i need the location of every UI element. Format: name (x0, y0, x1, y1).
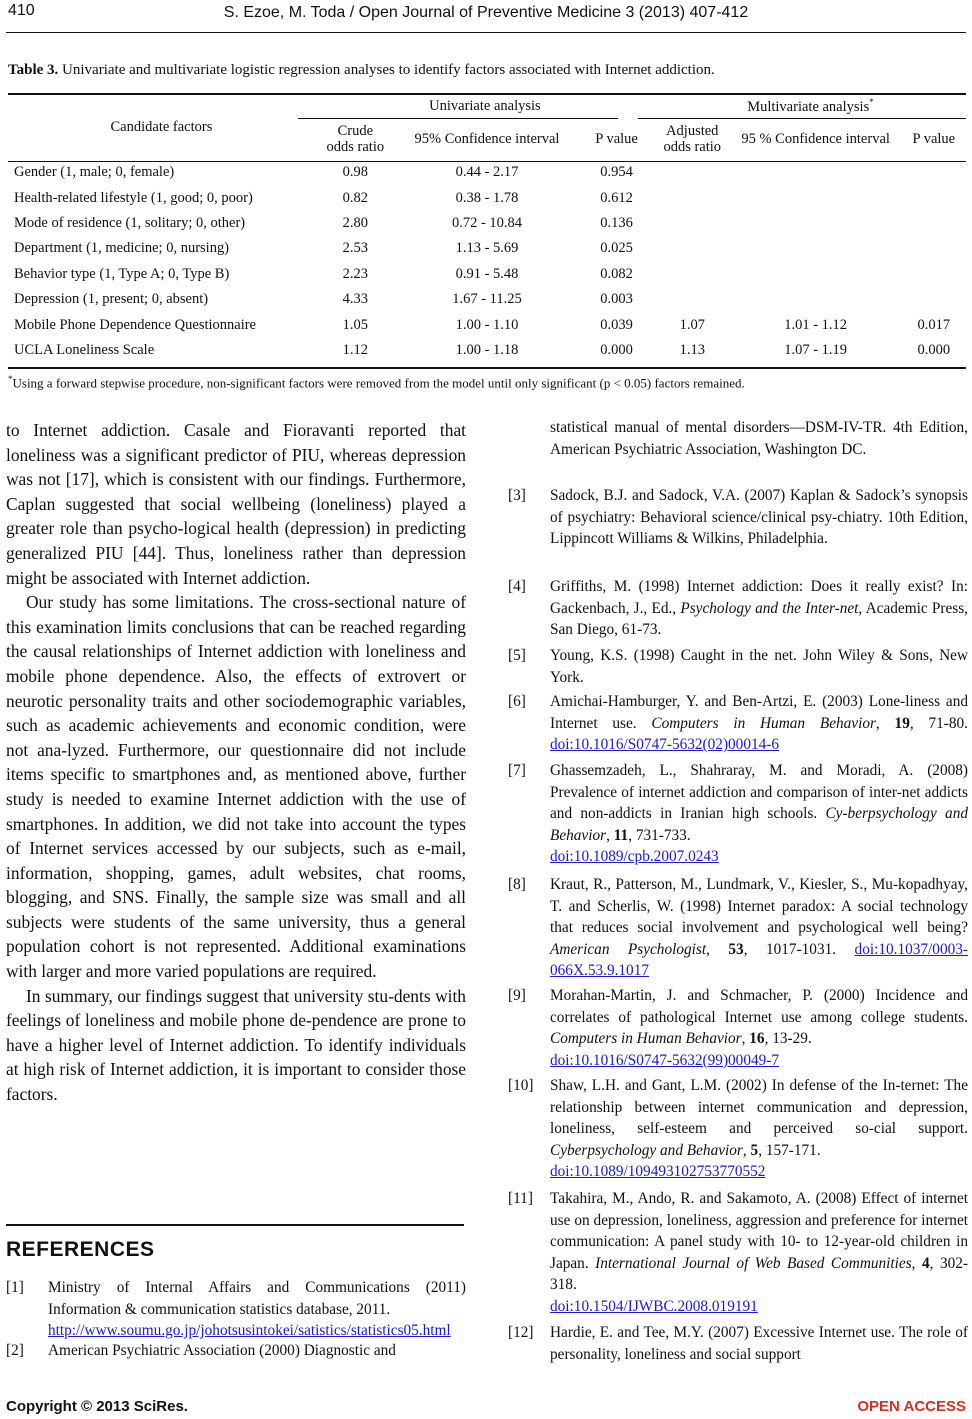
cell-ci-uni: 1.67 - 11.25 (452, 291, 522, 308)
reference-text: Ministry of Internal Affairs and Communications (2011) Information & communication statistics database, 2011. (48, 1279, 466, 1318)
cell-crude-or: 1.05 (342, 316, 368, 333)
reference-number: [2] (6, 1342, 24, 1359)
table-footnote-text: Using a forward stepwise procedure, non-significant factors were removed from the model until only significant (p < 0.05) factors remained. (12, 375, 745, 391)
reference-text: Griffiths, M. (1998) Internet addiction: Does it really exist? In: Gackenbach, J., Ed., (550, 578, 968, 617)
reference-text: Hardie, E. and Tee, M.Y. (2007) Excessive Internet use. The role of personality, loneliness and social support (550, 1324, 968, 1363)
cell-ci-multi (730, 185, 902, 210)
table-caption (8, 62, 715, 79)
running-header: S. Ezoe, M. Toda / Open Journal of Preventive Medicine 3 (2013) 407-412 (223, 4, 749, 21)
cell-crude-or: 0.98 (342, 164, 368, 181)
reference-text: , (875, 714, 895, 732)
cell-ci-multi: 1.01 - 1.12 (784, 316, 848, 333)
reference-number: [5] (508, 647, 526, 664)
cell-p-uni: 0.025 (600, 240, 633, 257)
cell-adj-or (655, 287, 730, 312)
reference-volume: 4 (921, 1254, 930, 1272)
reference-volume: 16 (749, 1030, 765, 1047)
col-header-adj-or (655, 118, 730, 160)
cell-p-multi (902, 236, 966, 261)
reference-source: Computers in Human Behavior (550, 1030, 742, 1047)
reference-volume: 53 (728, 940, 744, 958)
references-heading: REFERENCES (6, 1238, 155, 1261)
cell-p-uni: 0.136 (600, 214, 633, 231)
col-header-crude-or (315, 118, 396, 160)
reference-text: , (706, 940, 729, 958)
cell-adj-or (655, 236, 730, 261)
reference-text: , 71-80. (909, 714, 968, 732)
table-row (8, 160, 966, 185)
reference-link[interactable]: http://www.soumu.go.jp/johotsusintokei/satistics/statistics05.html (48, 1322, 451, 1339)
reference-source: Computers in Human Behavior (651, 714, 876, 732)
regression-table (8, 94, 966, 363)
reference-body (550, 691, 968, 756)
reference-text: Young, K.S. (1998) Caught in the net. John Wiley & Sons, New York. (550, 647, 968, 686)
cell-adj-or (655, 211, 730, 236)
col-header-crude-line2: odds ratio (326, 139, 385, 155)
reference-volume: 19 (894, 714, 910, 732)
table-label: Table 3. (8, 62, 59, 78)
cell-p-uni: 0.612 (600, 189, 633, 206)
reference-text: , Academic Press, San Diego, 61-73. (550, 599, 968, 638)
reference-text: , 731-733. (628, 826, 691, 844)
reference-body (550, 485, 968, 550)
cell-adj-or: 1.07 (679, 316, 705, 333)
reference-number: [1] (6, 1279, 24, 1296)
reference-number: [4] (508, 578, 526, 595)
reference-body (550, 576, 968, 641)
cell-p-multi (902, 211, 966, 236)
reference-volume: 5 (750, 1141, 759, 1159)
reference-number: [7] (508, 762, 526, 779)
body-paragraph: In summary, our findings suggest that university stu-dents with feelings of loneliness and mobile phone de-pendence are prone to have a higher level of Internet addiction. To identify individuals at high risk of Internet addiction, it is important to consider those factors. (6, 985, 466, 1105)
cell-p-multi: 0.017 (917, 316, 951, 333)
reference-text: Sadock, B.J. and Sadock, V.A. (2007) Kaplan & Sadock’s synopsis of psychiatry: Behavioral science/clinical psy-chiatry. 10th Edition, Lippincott Williams & Wilkins, Philadelphia. (550, 487, 968, 547)
col-header-crude-line1: Crude (337, 123, 374, 139)
col-header-ci-uni: 95% Confidence interval (414, 131, 560, 147)
reference-source: Psychology and the Inter-net (680, 599, 859, 617)
cell-p-uni: 0.082 (600, 265, 633, 282)
cell-ci-uni: 0.72 - 10.84 (451, 214, 523, 231)
reference-source: Cy-berpsychology and Behavior (550, 805, 969, 844)
group-header-multivariate-text: Multivariate analysis (747, 98, 870, 115)
reference-body (550, 760, 968, 868)
reference-body (550, 417, 968, 460)
cell-factor: Behavior type (1, Type A; 0, Type B) (14, 265, 230, 282)
table-row (8, 236, 966, 261)
cell-ci-multi (730, 160, 902, 185)
cell-p-uni: 0.000 (600, 341, 633, 358)
reference-number: [6] (508, 693, 526, 710)
reference-body (550, 1188, 968, 1317)
reference-doi-link[interactable]: doi:10.1037/0003-066X.53.9.1017 (550, 940, 968, 979)
reference-text: , 302-318. (550, 1254, 968, 1293)
reference-text: , 1017-1031. (743, 940, 855, 958)
reference-doi-link[interactable]: doi:10.1016/S0747-5632(99)00049-7 (550, 1051, 780, 1069)
col-header-adj-line2: odds ratio (663, 139, 722, 155)
cell-p-uni: 0.954 (600, 164, 633, 181)
cell-factor: Gender (1, male; 0, female) (14, 164, 175, 181)
cell-p-multi (902, 262, 966, 287)
reference-number: [8] (508, 876, 526, 893)
cell-p-uni: 0.039 (600, 316, 633, 333)
reference-number: [10] (508, 1077, 534, 1094)
cell-crude-or: 4.33 (342, 291, 368, 308)
col-header-p-multi: P value (912, 131, 956, 147)
table-row (8, 287, 966, 312)
cell-ci-multi (730, 211, 902, 236)
cell-p-uni: 0.003 (600, 291, 633, 308)
group-header-multivariate (655, 94, 966, 118)
reference-body (48, 1277, 466, 1342)
reference-text: Takahira, M., Ando, R. and Sakamoto, A. (2008) Effect of internet use on depression, loneliness, aggression and preference for internet communication: A panel study with 10- to 12-year-old children in Japan. (550, 1190, 968, 1272)
reference-body (550, 1075, 968, 1183)
reference-doi-link[interactable]: doi:10.1504/IJWBC.2008.019191 (550, 1297, 758, 1315)
cell-factor: Health-related lifestyle (1, good; 0, poor) (14, 189, 253, 206)
reference-body (550, 645, 968, 688)
cell-crude-or: 2.53 (342, 240, 368, 257)
table-footnote (8, 374, 745, 391)
reference-source: International Journal of Web Based Communities (595, 1254, 912, 1272)
cell-factor: Depression (1, present; 0, absent) (14, 291, 209, 308)
reference-body (550, 1322, 968, 1365)
references-rule (6, 1224, 464, 1226)
cell-ci-uni: 1.00 - 1.10 (455, 316, 519, 333)
cell-factor: Department (1, medicine; 0, nursing) (14, 240, 230, 257)
reference-text: , (911, 1254, 922, 1272)
reference-number: [12] (508, 1324, 534, 1341)
cell-p-multi: 0.000 (917, 341, 951, 358)
cell-ci-multi (730, 262, 902, 287)
cell-ci-multi (730, 236, 902, 261)
body-paragraph: Our study has some limitations. The cross-sectional nature of this examination limits conclusions that can be reached regarding the causal relationships of Internet addiction with loneliness and mobile phone dependence. Also, the effects of extrovert or neurotic personality traits and other sociodemographic variables, such as academic achievements and economic condition, were not ana-lyzed. Furthermore, our questionnaire did not include items specific to smartphones and, as mentioned above, further study is needed to examine Internet addiction with the use of smartphones. In addition, we did not take into account the types of Internet services accessed by our subjects, such as e-mail, information, shopping, games, adult websites, chat rooms, blogging, and SNS. Finally, the sample size was small and all subjects were students of the same university, thus a general population cohort is not represented. Additional examinations with larger and more varied populations are required. (6, 592, 466, 982)
col-header-adj-line1: Adjusted (666, 123, 719, 139)
reference-text: Amichai-Hamburger, Y. and Ben-Artzi, E. (2003) Lone-liness and Internet use. (550, 693, 968, 732)
reference-text: , (742, 1141, 751, 1159)
cell-ci-uni: 1.00 - 1.18 (455, 341, 519, 358)
reference-text: , 157-171. (758, 1141, 821, 1159)
reference-source: American Psychologist (550, 940, 707, 958)
reference-body (48, 1340, 466, 1362)
reference-body (550, 985, 968, 1071)
reference-source: Cyberpsychology and Behavior (550, 1141, 743, 1159)
reference-body (550, 874, 968, 982)
cell-crude-or: 1.12 (342, 341, 368, 358)
col-header-p-uni: P value (595, 131, 638, 147)
table-caption-text: Univariate and multivariate logistic regression analyses to identify factors associated with Internet addiction. (62, 62, 715, 78)
footer-open-access: OPEN ACCESS (857, 1398, 966, 1415)
header-rule (6, 32, 966, 33)
reference-text: , (741, 1030, 750, 1047)
footnote-marker: * (869, 96, 874, 107)
reference-text: Kraut, R., Patterson, M., Lundmark, V., Kiesler, S., Mu-kopadhyay, T. and Scherlis, W. (1998) Internet paradox: A social technology that reduces social involvement and psychological well being? (550, 876, 968, 936)
cell-adj-or (655, 160, 730, 185)
table-row (8, 185, 966, 210)
cell-ci-uni: 0.38 - 1.78 (455, 189, 519, 206)
reference-doi-link[interactable]: doi:10.1089/109493102753770552 (550, 1163, 766, 1180)
cell-factor: Mode of residence (1, solitary; 0, other) (14, 214, 246, 231)
cell-p-multi (902, 185, 966, 210)
cell-ci-uni: 1.13 - 5.69 (455, 240, 519, 257)
cell-p-multi (902, 160, 966, 185)
cell-ci-uni: 0.91 - 5.48 (455, 265, 519, 282)
cell-crude-or: 2.80 (342, 214, 368, 231)
reference-text: statistical manual of mental disorders—DSM-IV-TR. 4th Edition, American Psychiatric Association, Washington DC. (550, 419, 968, 458)
cell-crude-or: 2.23 (342, 265, 368, 282)
table-row (8, 211, 966, 236)
cell-adj-or (655, 262, 730, 287)
reference-volume: 11 (613, 826, 629, 844)
reference-number: [9] (508, 987, 526, 1004)
col-header-ci-multi: 95 % Confidence interval (741, 131, 890, 147)
reference-text: Morahan-Martin, J. and Schmacher, P. (2000) Incidence and correlates of pathological Internet use among college students. (550, 987, 968, 1026)
table-row (8, 262, 966, 287)
reference-number: [11] (508, 1190, 533, 1207)
reference-text: Shaw, L.H. and Gant, L.M. (2002) In defense of the In-ternet: The relationship between internet communication and depression, loneliness, self-esteem and perceived so-cial support. (550, 1077, 968, 1137)
reference-text: American Psychiatric Association (2000) Diagnostic and (48, 1342, 396, 1359)
table-row (8, 338, 966, 363)
reference-text: , 13-29. (764, 1030, 812, 1047)
footer-copyright: Copyright © 2013 SciRes. (6, 1398, 188, 1415)
table-row (8, 312, 966, 337)
left-column-text (6, 418, 466, 1107)
cell-factor: UCLA Loneliness Scale (14, 341, 155, 358)
col-header-factors: Candidate factors (110, 118, 213, 135)
cell-crude-or: 0.82 (342, 189, 368, 206)
cell-adj-or: 1.13 (679, 341, 705, 358)
page-number: 410 (8, 2, 35, 19)
cell-ci-uni: 0.44 - 2.17 (455, 164, 519, 181)
group-header-univariate: Univariate analysis (429, 97, 541, 114)
cell-factor: Mobile Phone Dependence Questionnaire (14, 316, 256, 333)
body-paragraph: to Internet addiction. Casale and Fioravanti reported that loneliness was a significant predictor of PIU, whereas depression was not [17], which is consistent with our findings. Furthermore, Caplan suggested that social wellbeing (loneliness) played a greater role than psycho-logical health (depression) in predicting generalized PIU [44]. Thus, loneliness rather than depression might be associated with Internet addiction. (6, 420, 466, 588)
reference-text: , (606, 826, 614, 844)
reference-doi-link[interactable]: doi:10.1089/cpb.2007.0243 (550, 848, 719, 865)
reference-text: Ghassemzadeh, L., Shahraray, M. and Moradi, A. (2008) Prevalence of internet addiction and comparison of inter-net addicts and non-addicts in Iranian high schools. (550, 762, 968, 822)
cell-p-multi (902, 287, 966, 312)
reference-doi-link[interactable]: doi:10.1016/S0747-5632(02)00014-6 (550, 736, 780, 753)
table-footnote-mark: * (8, 374, 13, 384)
reference-number: [3] (508, 487, 526, 504)
table-bottom-rule (8, 367, 966, 369)
cell-adj-or (655, 185, 730, 210)
cell-ci-multi (730, 287, 902, 312)
cell-ci-multi: 1.07 - 1.19 (784, 341, 848, 358)
